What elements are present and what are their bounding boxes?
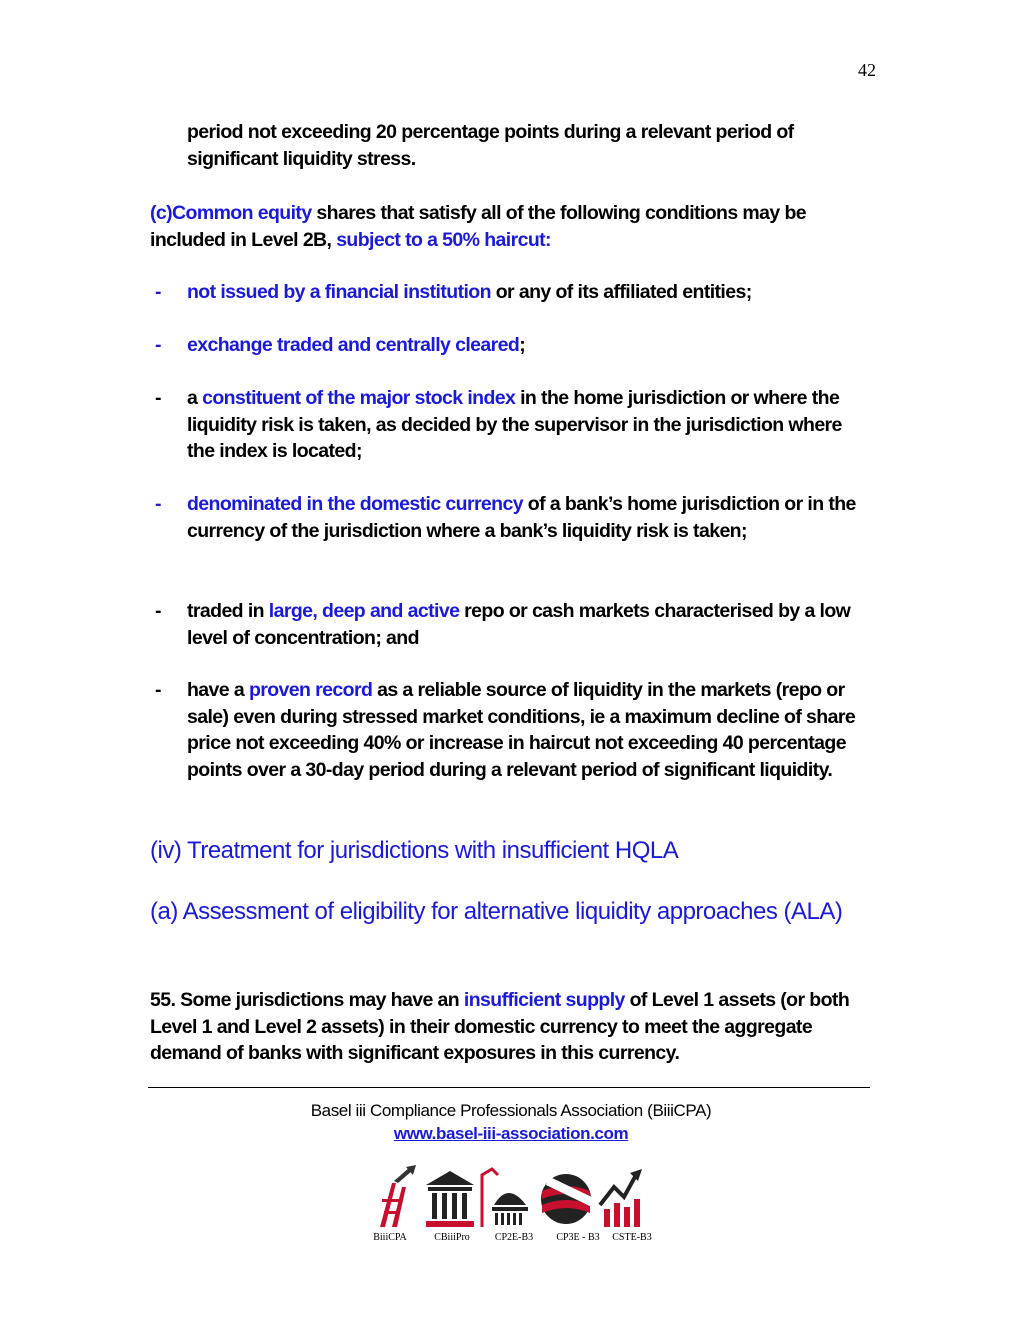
bullet-dash: - (155, 334, 161, 356)
biiicpa-logo (380, 1165, 416, 1227)
cste-b3-logo (600, 1169, 642, 1227)
footer-association: Basel iii Compliance Professionals Association (BiiiCPA) (310, 1101, 712, 1120)
footer-website-link[interactable]: www.basel-iii-association.com (393, 1124, 629, 1143)
cbiiipro-logo (426, 1171, 474, 1227)
bullet-text: have a (187, 679, 249, 701)
list-item (187, 677, 872, 783)
bullet-dash: - (155, 600, 161, 622)
bullet-text: of a bank’s home jurisdiction or in the currency of the jurisdiction where a bank’s liquidity risk is taken; (187, 493, 856, 542)
cp2e-b3-logo (482, 1169, 528, 1227)
bullet-dash: - (155, 387, 161, 409)
logo-caption-cp2e-b3: CP2E-B3 (494, 1232, 534, 1243)
logo-caption-cbiiipro: CBiiiPro (434, 1232, 470, 1243)
logo-caption-cp3e-b3: CP3E - B3 (556, 1232, 600, 1243)
bullet-text: traded in (187, 600, 269, 622)
bullet-highlight: large, deep and active (268, 600, 460, 622)
paragraph-55 (150, 987, 878, 1067)
heading-a: (a) Assessment of eligibility for alternative liquidity approaches (ALA) (150, 898, 843, 925)
bullet-text: a (187, 387, 203, 409)
bullet-highlight: constituent of the major stock index (202, 387, 516, 409)
bullet-highlight: exchange traded and centrally cleared (187, 334, 520, 356)
list-item (187, 279, 877, 306)
page-number: 42 (858, 60, 876, 80)
bullet-text: in the home jurisdiction or where the liquidity risk is taken, as decided by the supervisor in the jurisdiction where the index is located; (187, 387, 842, 462)
section-c-paragraph (150, 200, 865, 253)
heading-iv: (iv) Treatment for jurisdictions with insufficient HQLA (150, 837, 679, 864)
bullet-highlight: proven record (248, 679, 373, 701)
logo-caption-biiicpa: BiiiCPA (373, 1232, 407, 1243)
bullet-dash: - (155, 281, 161, 303)
bullet-dash: - (155, 679, 161, 701)
bullet-text: as a reliable source of liquidity in the markets (repo or sale) even during stressed market conditions, ie a maximum decline of share price not exceeding 40% or increase in haircut not exceeding 40 percentage points over a 30-day period during a relevant period of significant liquidity. (187, 679, 856, 781)
list-item (187, 491, 859, 544)
list-item (187, 385, 859, 465)
bullet-text: repo or cash markets characterised by a low level of concentration; and (187, 600, 851, 649)
section-c-text: shares that satisfy all of the following conditions may be included in Level 2B, (150, 202, 807, 251)
footer-divider (148, 1087, 870, 1088)
bullet-dash: - (155, 493, 161, 515)
section-c-highlight: subject to a 50% haircut: (336, 228, 551, 251)
continuation-paragraph: period not exceeding 20 percentage points during a relevant period of significant liquidity stress. (187, 121, 794, 170)
paragraph-text: of Level 1 assets (or both Level 1 and Level 2 assets) in their domestic currency to meet the aggregate demand of banks with significant exposures in this currency. (150, 989, 850, 1064)
list-item (187, 332, 877, 359)
logo-caption-cste-b3: CSTE-B3 (612, 1232, 652, 1243)
cp3e-b3-logo (541, 1174, 600, 1224)
paragraph-text: 55. Some jurisdictions may have an (150, 989, 464, 1011)
bullet-highlight: not issued by a financial institution (187, 281, 491, 303)
bullet-highlight: denominated in the domestic currency (187, 493, 523, 515)
bullet-text: ; (519, 334, 526, 356)
list-item (187, 598, 872, 651)
paragraph-highlight: insufficient supply (463, 989, 625, 1011)
bullet-text: or any of its affiliated entities; (490, 281, 752, 303)
section-c-label: (c)Common equity (150, 202, 312, 224)
